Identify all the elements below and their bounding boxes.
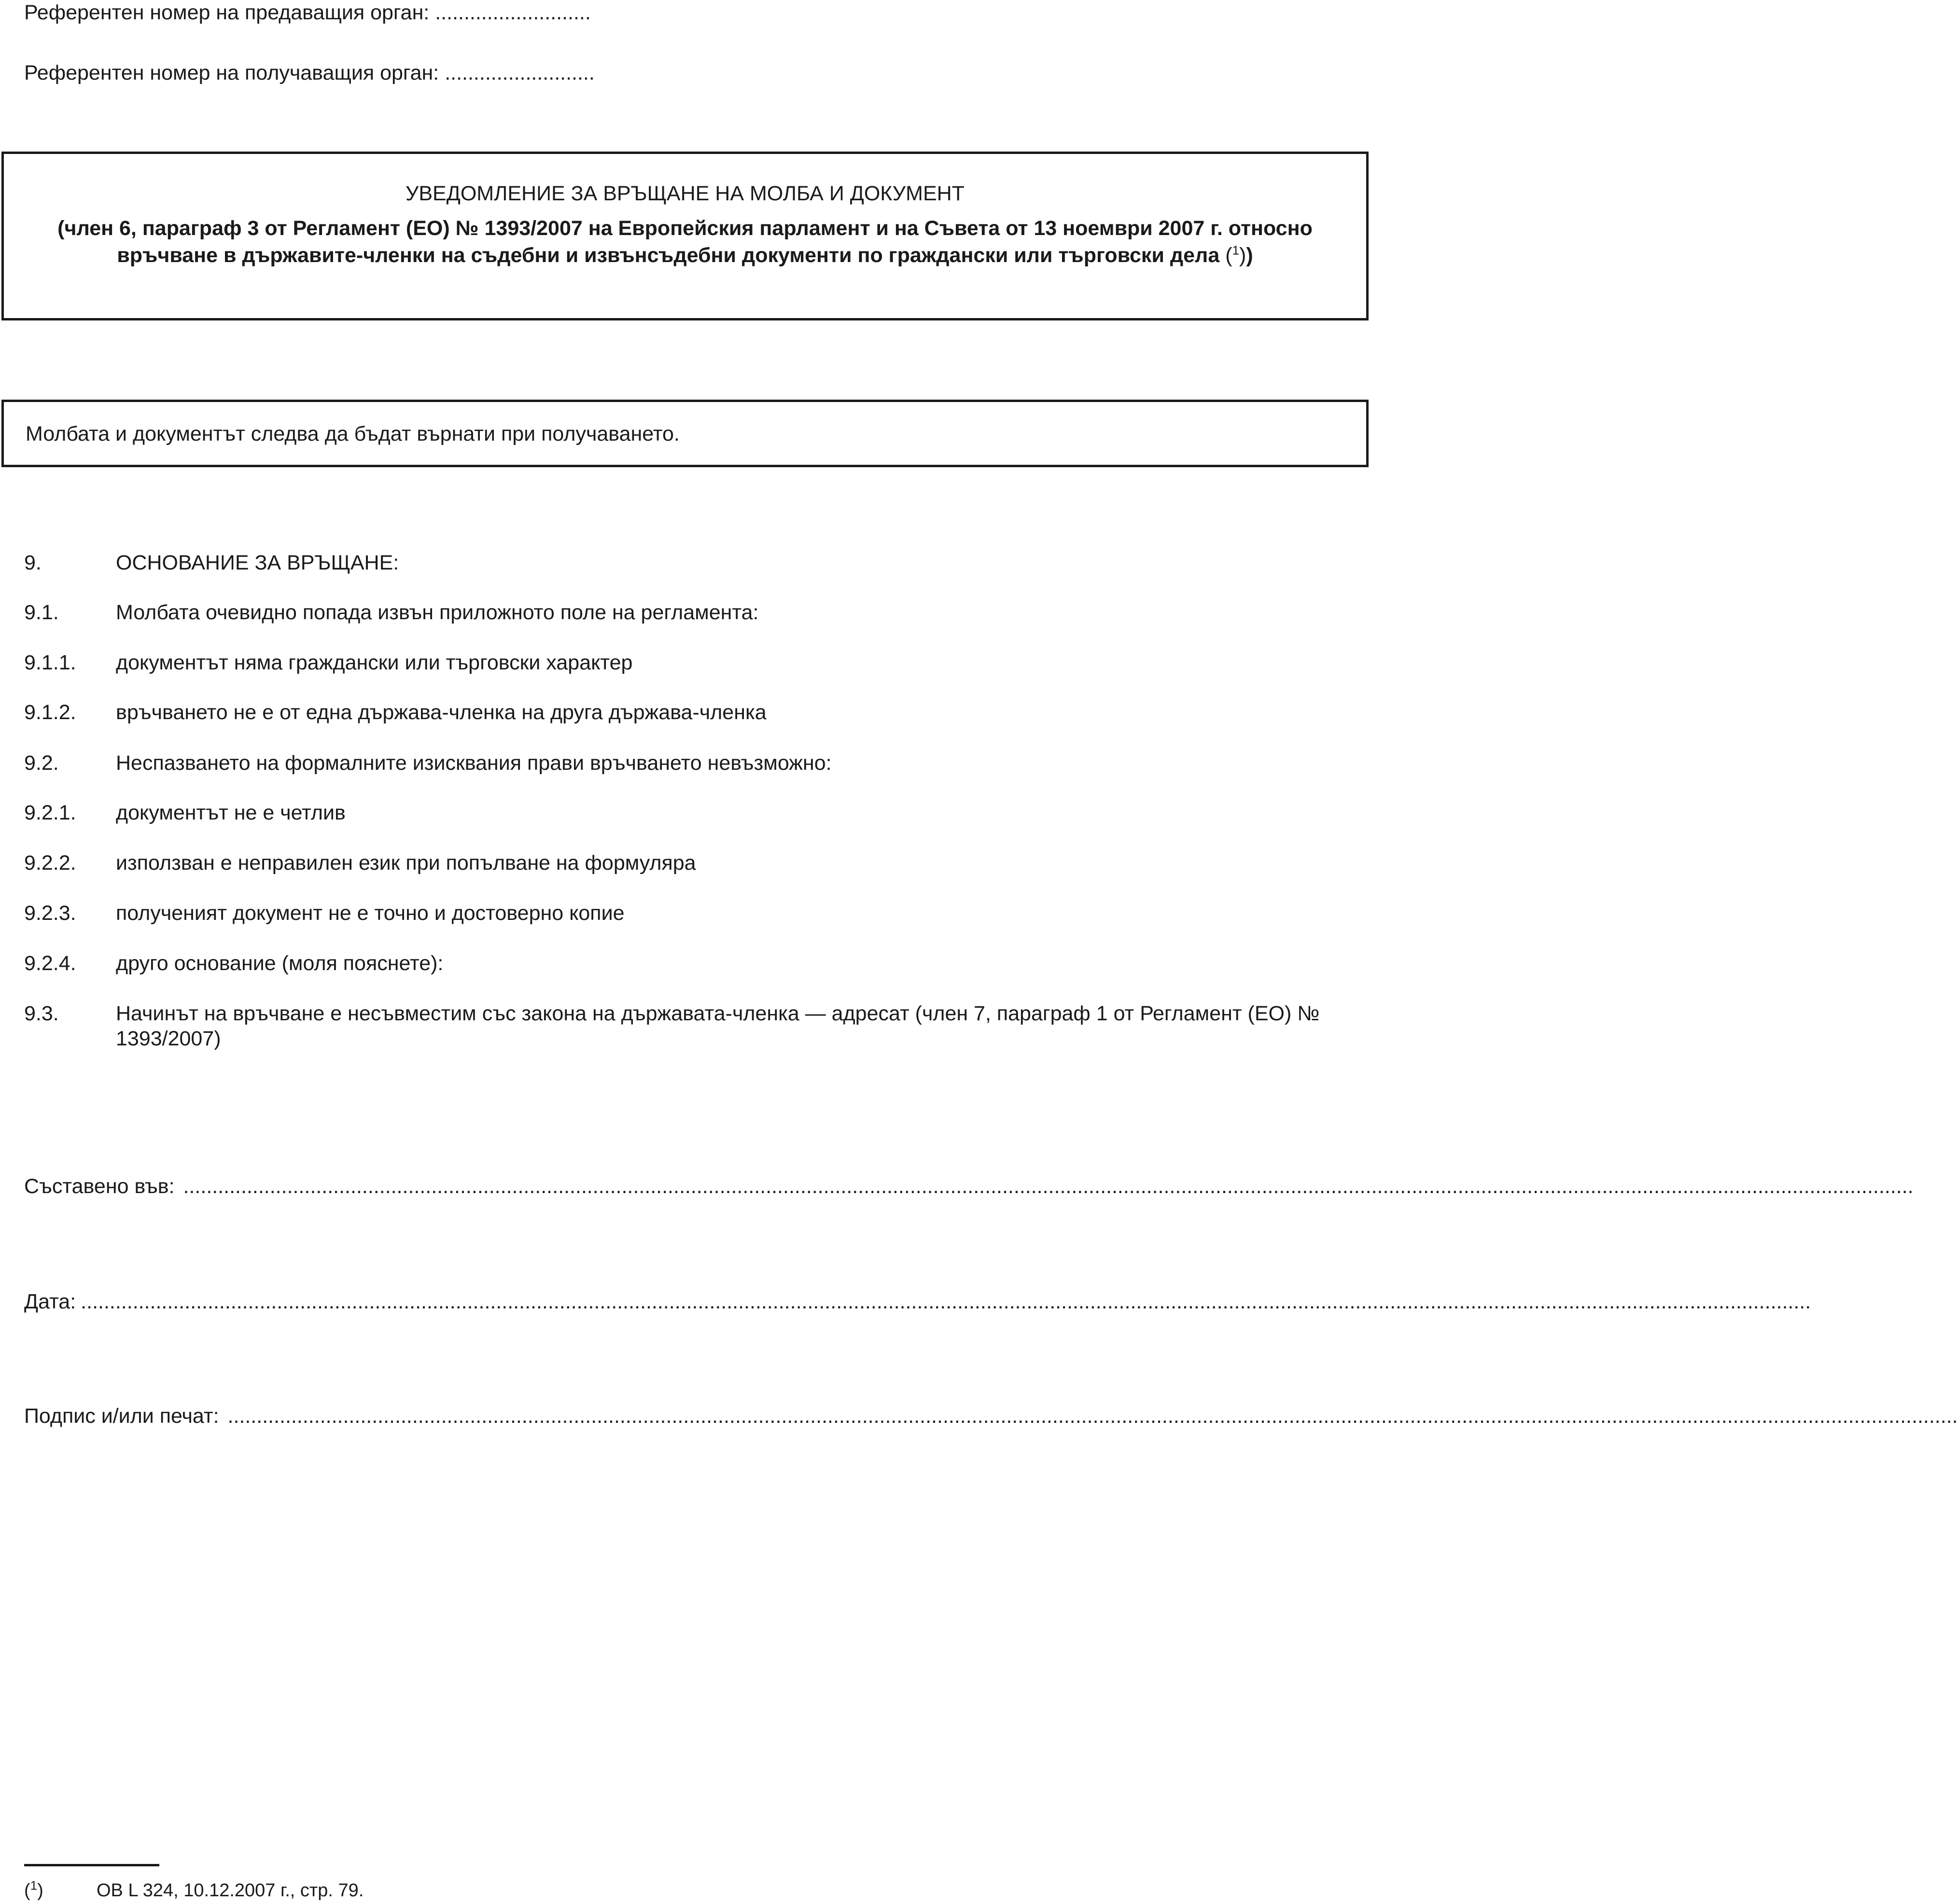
signature-label: Подпис и/или печат: — [24, 1404, 219, 1428]
receiver-reference-line — [24, 60, 595, 85]
receiver-reference-label: Референтен номер на получаващия орган: — [24, 61, 439, 84]
item-text: ОСНОВАНИЕ ЗА ВРЪЩАНЕ: — [116, 551, 399, 574]
item-number: 9.2.3. — [24, 902, 76, 925]
item-text: документът няма граждански или търговски характер — [116, 651, 633, 674]
item-text: Молбата очевидно попада извън приложното поле на регламента: — [116, 601, 759, 624]
sender-reference-label: Референтен номер на предаващия орган: — [24, 1, 430, 24]
item-number: 9.2.2. — [24, 851, 76, 875]
notice-title: УВЕДОМЛЕНИЕ ЗА ВРЪЩАНЕ НА МОЛБА И ДОКУМЕНТ — [406, 182, 965, 205]
item-text: връчването не е от една държава-членка на друга държава-членка — [116, 701, 767, 724]
item-text: друго основание (моля пояснете): — [116, 952, 444, 975]
item-text: полученият документ не е точно и достоверно копие — [116, 902, 625, 925]
item-number: 9. — [24, 551, 42, 574]
return-instruction-box — [1, 400, 1369, 467]
item-text: документът не е четлив — [116, 801, 346, 824]
signature-dotted-line: ............................................................................................................................................................................................................................................................................................................ — [227, 1404, 1958, 1428]
item-text: използван е неправилен език при попълване на формуляра — [116, 851, 696, 875]
return-instruction-text: Молбата и документът следва да бъдат върнати при получаването. — [26, 422, 680, 445]
receiver-reference-value: .......................... — [445, 61, 595, 84]
date-field — [24, 1289, 1811, 1314]
item-number: 9.1.2. — [24, 701, 76, 724]
date-label: Дата: — [24, 1290, 76, 1313]
footnote-text: ОВ L 324, 10.12.2007 г., стр. 79. — [97, 1880, 364, 1901]
sender-reference-line — [24, 0, 591, 25]
notice-header-box — [1, 152, 1369, 320]
sender-reference-value: ........................... — [435, 1, 591, 24]
footnote — [24, 1880, 364, 1901]
footnote-reference: ($^1$) — [1219, 243, 1246, 267]
place-label: Съставено във: — [24, 1175, 175, 1198]
notice-subtitle: (член 6, параграф 3 от Регламент (ЕО) № 1393/2007 на Европейския парламент и на Съвета от 13 ноември 2007 г. относно връчване в държавите-членки на съдебни и извънсъдебни документи по граждански или търговски дела ($^1$)) — [57, 217, 1313, 267]
item-number: 9.2. — [24, 751, 59, 775]
item-number: 9.2.1. — [24, 801, 76, 824]
item-number: 9.1.1. — [24, 651, 76, 674]
item-text: Начинът на връчване е несъвместим със закона на държавата-членка — адресат (член 7, параграф 1 от Регламент (ЕО) № 1393/2007) — [116, 1002, 1320, 1050]
place-dotted-line: ............................................................................................................................................................................................................................................................................................................ — [183, 1175, 1914, 1198]
footnote-mark: ($^1$) — [24, 1878, 43, 1901]
signature-field — [24, 1404, 1958, 1429]
item-number: 9.3. — [24, 1002, 59, 1025]
date-dotted-line: ............................................................................................................................................................................................................................................................................................................ — [81, 1290, 1811, 1313]
notice-subtitle-text: (член 6, параграф 3 от Регламент (ЕО) № 1393/2007 на Европейския парламент и на Съвета от 13 ноември 2007 г. относно връчване в държавите-членки на съдебни и извънсъдебни документи по граждански или търговски дела — [57, 217, 1313, 267]
item-number: 9.1. — [24, 601, 59, 624]
place-field — [24, 1174, 1914, 1199]
item-number: 9.2.4. — [24, 952, 76, 975]
footnote-separator — [24, 1864, 159, 1866]
item-text: Неспазването на формалните изисквания прави връчването невъзможно: — [116, 751, 832, 775]
